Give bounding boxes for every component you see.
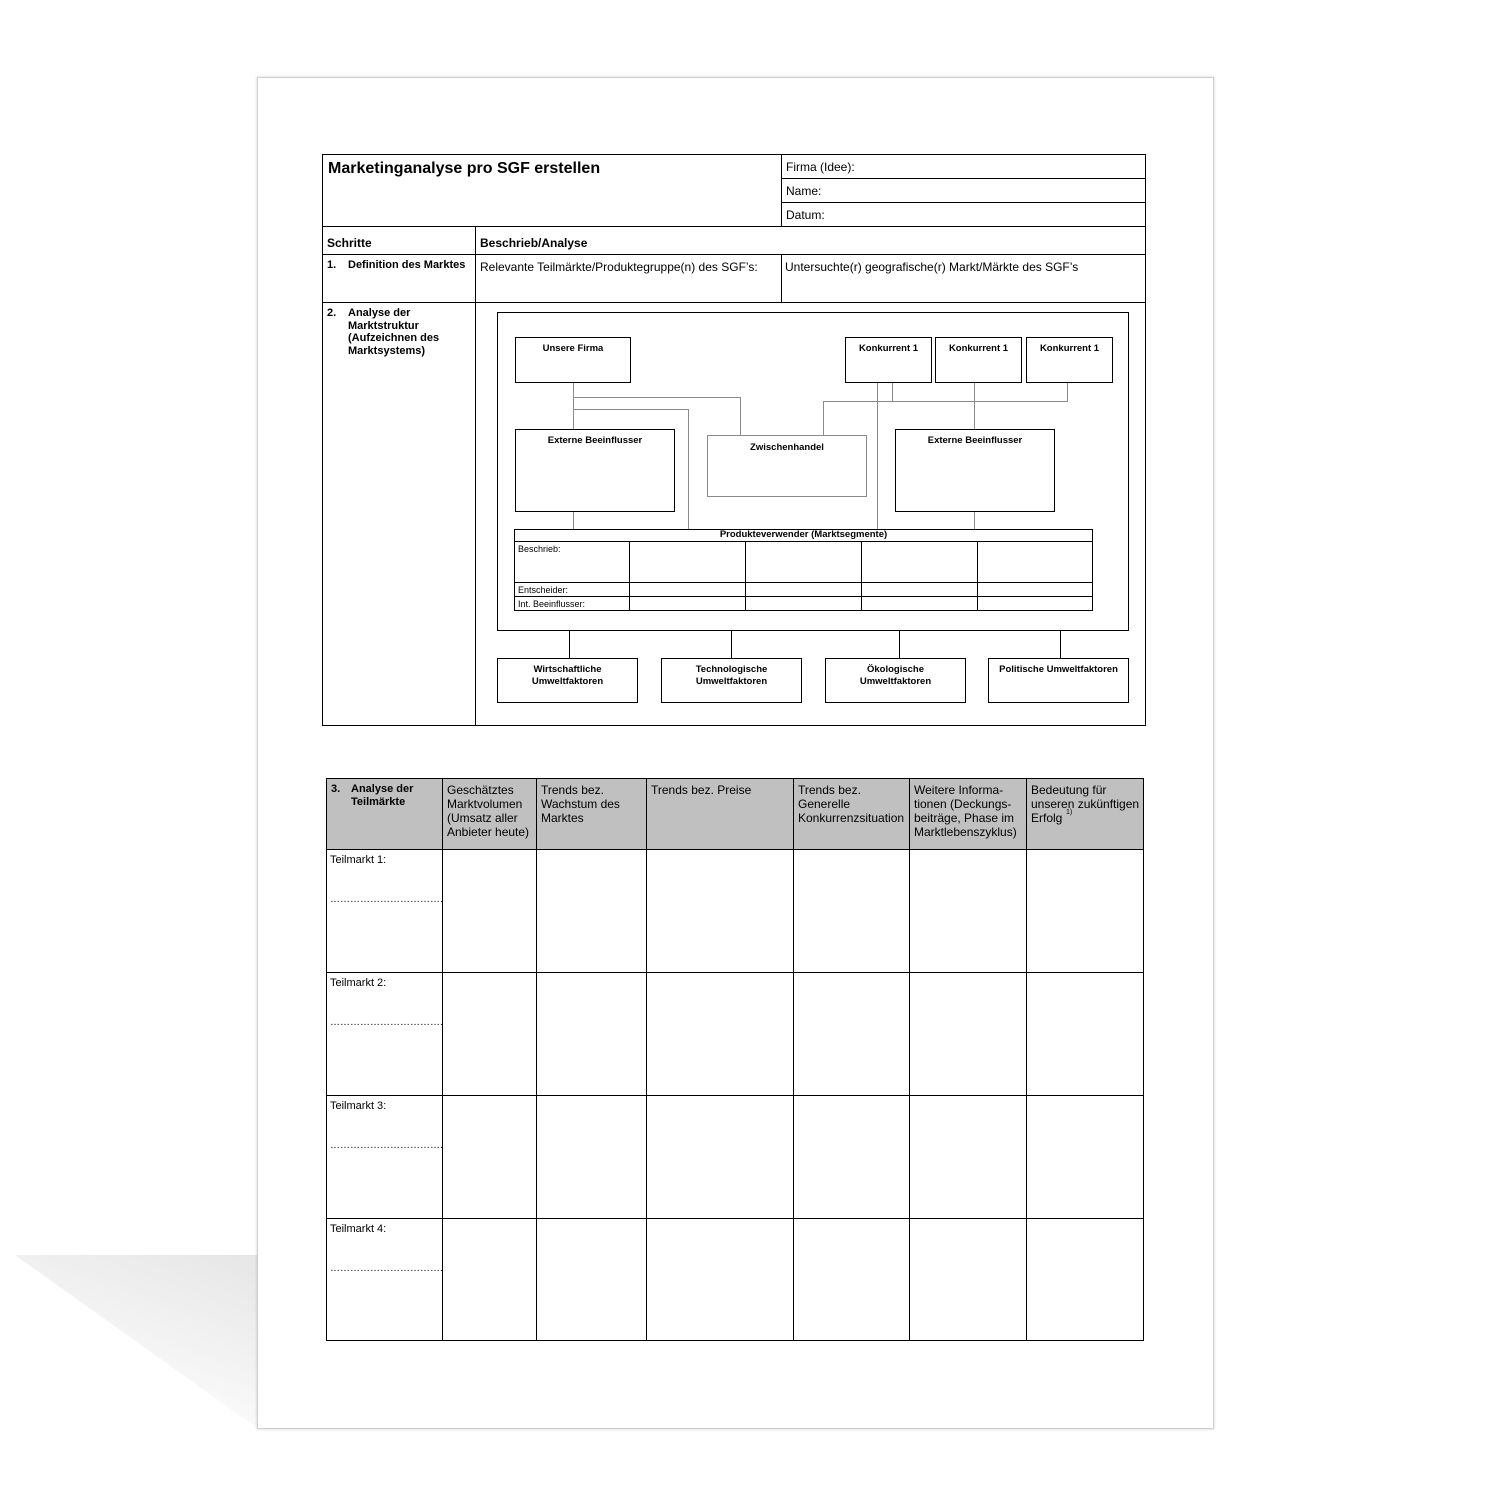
konkurrent-box-2: Konkurrent 1 bbox=[935, 337, 1022, 383]
teilmarkt-3-label: Teilmarkt 3: bbox=[330, 1100, 387, 1112]
col-schritte: Schritte bbox=[327, 236, 372, 250]
technologische-umweltfaktoren: Technologische Umweltfaktoren bbox=[661, 658, 802, 703]
header-analyse: Analyse der Teilmärkte bbox=[351, 783, 414, 808]
header-bedeutung: Bedeutung für unseren zukünftigen Erfolg bbox=[1031, 783, 1140, 825]
step1-text-b: Untersuchte(r) geografische(r) Markt/Märkte des SGF’s bbox=[785, 260, 1079, 274]
teilmarkt-4-label: Teilmarkt 4: bbox=[330, 1223, 387, 1235]
document-page bbox=[257, 77, 1214, 1429]
step2-label: Analyse der Marktstruktur (Aufzeichnen des Marktsystems) bbox=[348, 307, 440, 357]
step1-text-a: Relevante Teilmärkte/Produktegruppe(n) des SGF’s: bbox=[480, 260, 758, 274]
col-beschrieb: Beschrieb/Analyse bbox=[480, 236, 588, 250]
teilmarkt-1-label: Teilmarkt 1: bbox=[330, 854, 387, 866]
konkurrent-box-1: Konkurrent 1 bbox=[845, 337, 932, 383]
konkurrent-box-3: Konkurrent 1 bbox=[1026, 337, 1113, 383]
table-border bbox=[326, 778, 1144, 1341]
footnote-mark: 1) bbox=[1066, 809, 1073, 816]
teilmarkt-1-dots: ……………………………. bbox=[330, 894, 443, 905]
step3-number: 3. bbox=[331, 783, 341, 795]
produkteverwender-title: Produkteverwender (Marktsegmente) bbox=[719, 529, 888, 540]
row-entscheider: Entscheider: bbox=[518, 585, 569, 595]
unsere-firma-box: Unsere Firma bbox=[515, 337, 631, 383]
zwischenhandel-box: Zwischenhandel bbox=[707, 435, 867, 497]
header-preise: Trends bez. Preise bbox=[651, 783, 752, 797]
step1-number: 1. bbox=[327, 259, 337, 271]
oekologische-umweltfaktoren: Ökologische Umweltfaktoren bbox=[825, 658, 966, 703]
externe-beeinflusser-left: Externe Beeinflusser bbox=[515, 429, 675, 512]
header-wachstum: Trends bez. Wachstum des Marktes bbox=[541, 783, 620, 825]
teilmarkt-3-dots: ……………………………. bbox=[330, 1140, 443, 1151]
externe-beeinflusser-right: Externe Beeinflusser bbox=[895, 429, 1055, 512]
teilmarkt-4-dots: ……………………………. bbox=[330, 1263, 443, 1274]
header-marktvolumen: Geschätztes Marktvolumen (Umsatz aller Anbieter heute) bbox=[447, 783, 530, 839]
header-weitere-infos: Weitere Informa- tionen (Deckungs- beiträge, Phase im Marktlebenszyklus) bbox=[914, 783, 1017, 839]
row-int-beeinflusser: Int. Beeinflusser: bbox=[518, 599, 586, 609]
step2-number: 2. bbox=[327, 307, 337, 319]
teilmarkt-2-label: Teilmarkt 2: bbox=[330, 977, 387, 989]
step1-label: Definition des Marktes bbox=[348, 259, 466, 271]
firma-label: Firma (Idee): bbox=[786, 160, 855, 174]
datum-label: Datum: bbox=[786, 208, 825, 222]
name-label: Name: bbox=[786, 184, 822, 198]
teilmarkt-2-dots: ……………………………. bbox=[330, 1017, 443, 1028]
page-shadow bbox=[0, 1255, 260, 1430]
row-beschrieb: Beschrieb: bbox=[518, 544, 561, 554]
header-konkurrenz: Trends bez. Generelle Konkurrenzsituation bbox=[798, 783, 905, 825]
wirtschaftliche-umweltfaktoren: Wirtschaftliche Umweltfaktoren bbox=[497, 658, 638, 703]
form-title: Marketinganalyse pro SGF erstellen bbox=[328, 160, 601, 177]
politische-umweltfaktoren: Politische Umweltfaktoren bbox=[988, 658, 1129, 703]
